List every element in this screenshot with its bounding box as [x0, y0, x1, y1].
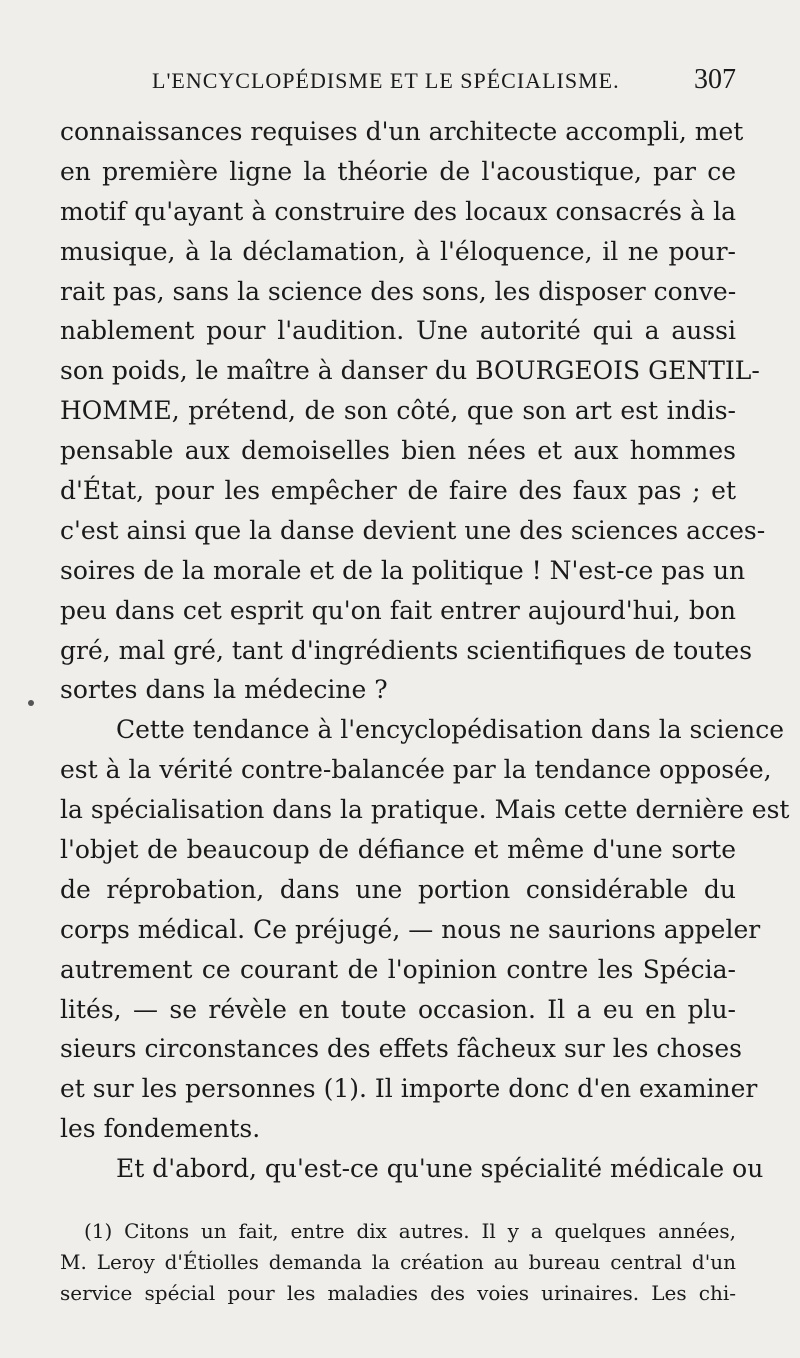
page-header: [60, 62, 736, 102]
text-line: lités, — se révèle en toute occasion. Il a eu en plu-: [60, 994, 736, 1024]
paragraph-end-line: sortes dans la médecine ?: [60, 675, 388, 705]
text-line: HOMME, prétend, de son côté, que son art est indis-: [60, 396, 736, 426]
text-line: et sur les personnes (1). Il importe donc d'en examiner: [60, 1074, 758, 1104]
text-line: l'objet de beaucoup de défiance et même d'une sorte: [60, 835, 736, 865]
text-line: musique, à la déclamation, à l'éloquence, il ne pour-: [60, 236, 736, 266]
text-line: autrement ce courant de l'opinion contre les Spécia-: [60, 954, 736, 984]
paragraph-end-line: les fondements.: [60, 1114, 261, 1144]
text-line: connaissances requises d'un architecte accompli, met: [60, 117, 744, 146]
body-text: [60, 112, 790, 1189]
text-line: nablement pour l'audition. Une autorité qui a aussi: [60, 316, 736, 346]
text-line: est à la vérité contre-balancée par la tendance opposée,: [60, 755, 772, 785]
paragraph-start-line: Et d'abord, qu'est-ce qu'une spécialité médicale ou: [116, 1154, 764, 1184]
text-line: pensable aux demoiselles bien nées et aux hommes: [60, 436, 736, 466]
text-line: son poids, le maître à danser du BOURGEOIS GENTIL-: [60, 356, 760, 386]
text-line: rait pas, sans la science des sons, les disposer conve-: [60, 276, 737, 306]
text-line: peu dans cet esprit qu'on fait entrer aujourd'hui, bon: [60, 595, 736, 625]
text-line: corps médical. Ce préjugé, — nous ne saurions appeler: [60, 914, 761, 944]
running-head: L'ENCYCLOPÉDISME ET LE SPÉCIALISME.: [152, 68, 620, 93]
footnote-line: M. Leroy d'Étiolles demanda la création au bureau central d'un: [60, 1250, 736, 1274]
text-line: sieurs circonstances des effets fâcheux sur les choses: [60, 1034, 742, 1064]
footnote-line: (1) Citons un fait, entre dix autres. Il y a quelques années,: [84, 1219, 736, 1243]
page-number: 307: [694, 64, 736, 95]
text-line: la spécialisation dans la pratique. Mais cette dernière est: [60, 795, 790, 825]
text-line: en première ligne la théorie de l'acoustique, par ce: [60, 156, 736, 186]
paragraph-start-line: Cette tendance à l'encyclopédisation dans la science: [116, 715, 785, 745]
text-line: de réprobation, dans une portion considérable du: [60, 874, 736, 904]
text-line: motif qu'ayant à construire des locaux consacrés à la: [60, 196, 736, 226]
footnote: [60, 1216, 736, 1309]
text-line: gré, mal gré, tant d'ingrédients scientifiques de toutes: [60, 635, 753, 665]
text-line: c'est ainsi que la danse devient une des sciences acces-: [60, 515, 766, 545]
text-line: d'État, pour les empêcher de faire des faux pas ; et: [60, 476, 736, 506]
footnote-line: service spécial pour les maladies des voies urinaires. Les chi-: [60, 1281, 736, 1305]
margin-mark: [28, 700, 34, 706]
text-line: soires de la morale et de la politique ! N'est-ce pas un: [60, 555, 746, 585]
